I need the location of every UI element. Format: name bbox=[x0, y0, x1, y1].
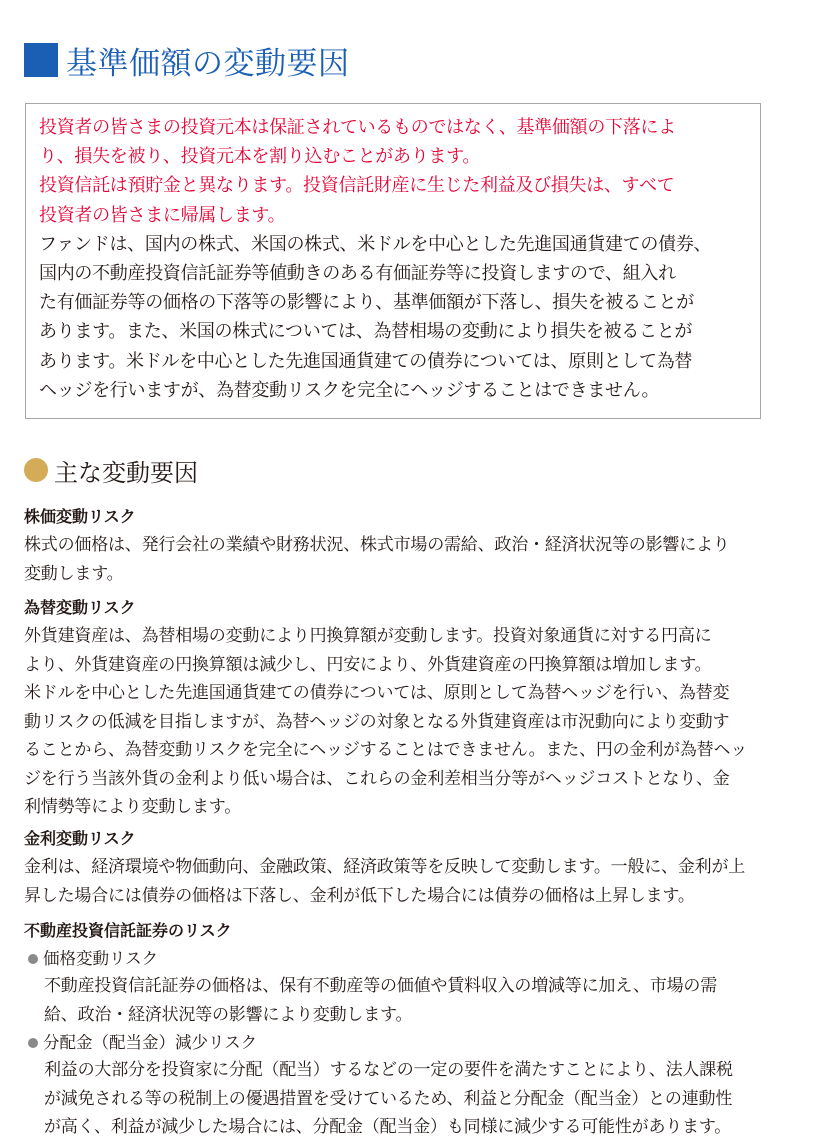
price-risk-label: 価格変動リスク bbox=[43, 949, 159, 968]
bullet-icon bbox=[28, 1038, 38, 1048]
price-risk-item bbox=[24, 945, 804, 972]
fx-risk-line: ることから、為替変動リスクを完全にヘッジすることはできません。また、円の金利が為替ヘッ bbox=[24, 740, 748, 760]
dividend-risk-line: が減免される等の税制上の優遇措置を受けているため、利益と分配金（配当金）との連動性 bbox=[44, 1088, 733, 1109]
fx-risk-line: 動リスクの低減を目指しますが、為替ヘッジの対象となる外貨建資産は市況動向により変動す bbox=[24, 711, 730, 732]
fx-risk-line: 利情勢等により変動します。 bbox=[24, 797, 242, 817]
fx-risk-heading: 為替変動リスク bbox=[24, 598, 136, 617]
dividend-risk-item bbox=[24, 1029, 804, 1056]
reit-risk-section bbox=[24, 919, 804, 1142]
rate-risk-line: 昇した場合には債券の価格は下落し、金利が低下した場合には債券の価格は上昇します。 bbox=[24, 885, 695, 906]
section-heading bbox=[24, 452, 198, 488]
notice-line: あります。米ドルを中心とした先進国通貨建ての債券については、原則として為替 bbox=[39, 350, 693, 372]
stock-risk-heading: 株価変動リスク bbox=[24, 507, 136, 526]
dividend-risk-line: 利益の大部分を投資家に分配（配当）するなどの一定の要件を満たすことにより、法人課税 bbox=[44, 1060, 733, 1080]
fx-risk-section bbox=[24, 596, 804, 822]
notice-line: 国内の不動産投資信託証券等値動きのある有価証券等に投資しますので、組入れ bbox=[39, 263, 676, 285]
fx-risk-line: 米ドルを中心とした先進国通貨建ての債券については、原則として為替ヘッジを行い、為替変 bbox=[24, 683, 730, 703]
risk-notice-box bbox=[25, 103, 761, 419]
rate-risk-line: 金利は、経済環境や物価動向、金融政策、経済政策等を反映して変動します。一般に、金利が上 bbox=[24, 857, 746, 877]
reit-risk-heading: 不動産投資信託証券のリスク bbox=[24, 921, 232, 940]
price-risk-line: 給、政治・経済状況等の影響により変動します。 bbox=[44, 1004, 413, 1025]
gold-circle-icon bbox=[24, 458, 48, 482]
notice-line: あります。また、米国の株式については、為替相場の変動により損失を被ることが bbox=[39, 321, 693, 343]
price-risk-line: 不動産投資信託証券の価格は、保有不動産等の価値や賃料収入の増減等に加え、市場の需 bbox=[44, 976, 718, 996]
rate-risk-section bbox=[24, 827, 804, 910]
notice-line: ファンドは、国内の株式、米国の株式、米ドルを中心とした先進国通貨建ての債券、 bbox=[39, 233, 712, 255]
bullet-icon bbox=[28, 954, 38, 964]
fx-risk-line: 外貨建資産は、為替相場の変動により円換算額が変動します。投資対象通貨に対する円高に bbox=[24, 626, 712, 646]
notice-red-line: 投資者の皆さまの投資元本は保証されているものではなく、基準価額の下落によ bbox=[39, 117, 676, 138]
fx-risk-line: より、外貨建資産の円換算額は減少し、円安により、外貨建資産の円換算額は増加します。 bbox=[24, 654, 712, 675]
stock-risk-line: 変動します。 bbox=[24, 563, 124, 584]
section-heading-text: 主な変動要因 bbox=[54, 458, 198, 487]
notice-line: た有価証券等の価格の下落等の影響により、基準価額が下落し、損失を被ることが bbox=[39, 292, 694, 314]
stock-risk-section bbox=[24, 505, 804, 588]
page-title-row bbox=[24, 38, 350, 82]
stock-risk-line: 株式の価格は、発行会社の業績や財務状況、株式市場の需給、政治・経済状況等の影響により bbox=[24, 535, 730, 555]
notice-red-line: 投資者の皆さまに帰属します。 bbox=[39, 204, 286, 226]
title-square-icon bbox=[24, 43, 58, 77]
dividend-risk-line: が高く、利益が減少した場合には、分配金（配当金）も同様に減少する可能性があります。 bbox=[44, 1117, 732, 1137]
page-title: 基準価額の変動要因 bbox=[66, 45, 350, 82]
notice-red-line: り、損失を被り、投資元本を割り込むことがあります。 bbox=[39, 146, 481, 168]
dividend-risk-label: 分配金（配当金）減少リスク bbox=[43, 1033, 258, 1052]
fx-risk-line: ジを行う当該外貨の金利より低い場合は、これらの金利差相当分等がヘッジコストとなり、金 bbox=[24, 768, 730, 789]
notice-red-line: 投資信託は預貯金と異なります。投資信託財産に生じた利益及び損失は、すべて bbox=[39, 175, 675, 197]
notice-line: ヘッジを行いますが、為替変動リスクを完全にヘッジすることはできません。 bbox=[39, 379, 660, 401]
rate-risk-heading: 金利変動リスク bbox=[24, 829, 136, 848]
